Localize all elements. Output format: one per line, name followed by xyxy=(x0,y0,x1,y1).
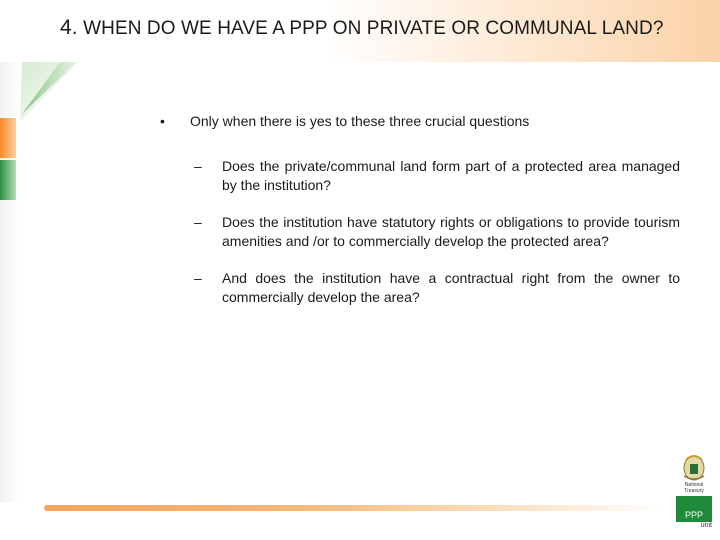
ppp-badge: PPP xyxy=(676,496,712,522)
ppp-unit-label: unit xyxy=(700,522,712,529)
main-bullet-text: Only when there is yes to these three crucial questions xyxy=(190,113,530,129)
bottom-accent-line xyxy=(44,505,664,511)
sub-bullet-3 xyxy=(194,269,680,307)
title-number: 4. xyxy=(60,16,78,39)
dash-icon: – xyxy=(194,270,202,286)
sub-bullet-text: Does the institution have statutory rights or obligations to provide tourism amenities and /or to commercially develop the protected area? xyxy=(222,214,680,249)
side-accent-orange xyxy=(0,118,16,158)
national-treasury-logo xyxy=(676,452,712,532)
dash-icon: – xyxy=(194,214,202,230)
logo-caption-line2: Treasury xyxy=(684,488,704,494)
logo-caption xyxy=(674,482,714,494)
sub-bullet-text: Does the private/communal land form part of a protected area managed by the institution? xyxy=(222,158,680,193)
slide-title xyxy=(60,16,664,40)
title-text: WHEN DO WE HAVE A PPP ON PRIVATE OR COMMUNAL LAND? xyxy=(83,18,664,39)
coat-of-arms-icon xyxy=(676,452,712,482)
bullet-dot-icon: • xyxy=(160,113,165,129)
sub-bullet-text: And does the institution have a contractual right from the owner to commercially develop the area? xyxy=(222,270,680,305)
logo-caption-line1: National xyxy=(684,482,704,488)
dash-icon: – xyxy=(194,158,202,174)
slide-content xyxy=(160,112,680,307)
main-bullet xyxy=(160,112,680,131)
sub-bullet-2 xyxy=(194,213,680,251)
side-accent-green xyxy=(0,160,16,200)
sub-bullet-1 xyxy=(194,157,680,195)
